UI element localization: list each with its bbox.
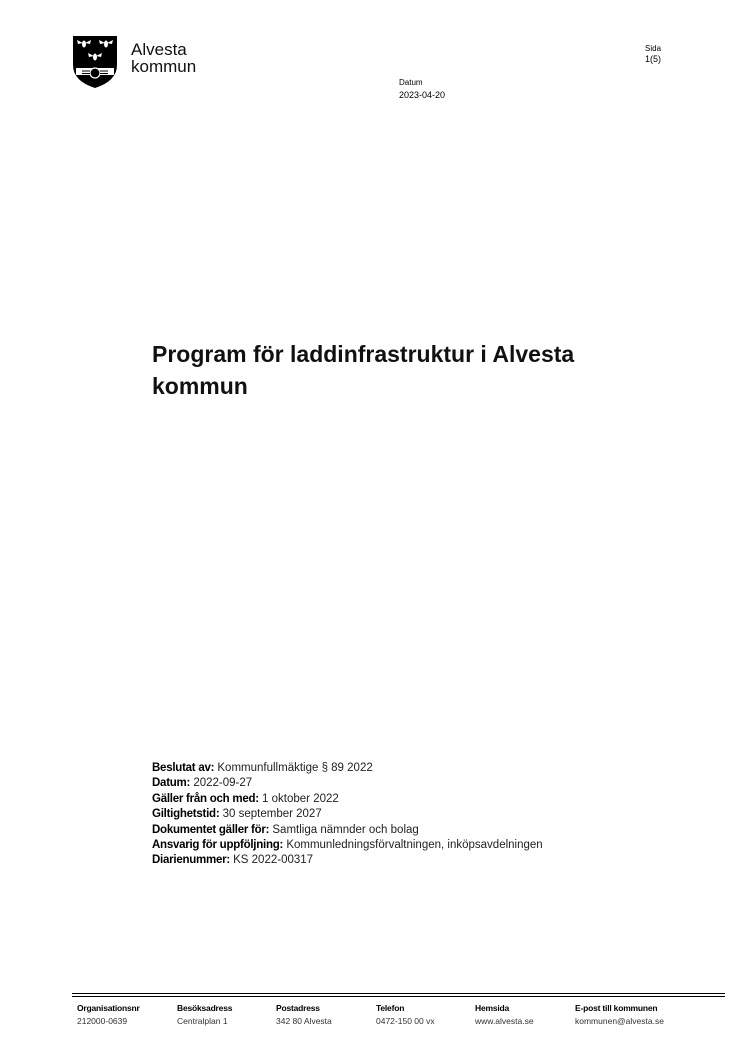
footer-value: Centralplan 1: [177, 1016, 228, 1026]
page-label: Sida: [645, 44, 662, 53]
footer-heading: Postadress: [276, 1003, 320, 1013]
meta-label: Beslutat av:: [152, 762, 215, 774]
meta-row: [152, 792, 543, 807]
meta-value: Kommunledningsförvaltningen, inköpsavdelningen: [286, 839, 543, 852]
page-value: 1(5): [645, 54, 662, 64]
footer-heading: Organisationsnr: [77, 1003, 140, 1013]
municipality-logo-text: [131, 41, 196, 75]
meta-value: KS 2022-00317: [233, 854, 314, 867]
footer-value: www.alvesta.se: [475, 1016, 534, 1026]
meta-row: [152, 807, 543, 822]
footer-divider-thin: [72, 996, 725, 997]
footer-email: [575, 1002, 664, 1028]
coat-of-arms-icon: [72, 35, 118, 89]
footer-heading: Telefon: [376, 1003, 405, 1013]
footer-heading: Hemsida: [475, 1003, 510, 1013]
meta-label: Gäller från och med:: [152, 792, 259, 805]
date-block: [399, 77, 445, 101]
footer-divider: [72, 993, 725, 994]
date-value: 2023-04-20: [399, 90, 446, 100]
meta-value: 2022-09-27: [193, 777, 253, 790]
footer-heading: E-post till kommunen: [575, 1003, 658, 1013]
logo-line-2: kommun: [131, 57, 197, 76]
meta-label: Giltighetstid:: [152, 808, 220, 821]
meta-label: Dokumentet gäller för:: [152, 823, 270, 836]
document-metadata: [152, 761, 543, 869]
meta-row: [152, 761, 543, 776]
date-label: Datum: [399, 78, 423, 87]
document-title: Program för laddinfrastruktur i Alvesta kommun: [152, 341, 575, 399]
meta-value: 30 september 2027: [222, 808, 322, 821]
meta-label: Datum:: [152, 777, 191, 790]
footer-postal-address: [276, 1002, 332, 1028]
meta-value: Kommunfullmäktige § 89 2022: [217, 762, 373, 774]
footer-value: 0472-150 00 vx: [376, 1016, 435, 1026]
meta-row: [152, 838, 543, 853]
meta-value: Samtliga nämnder och bolag: [272, 823, 419, 836]
meta-row: [152, 853, 543, 868]
footer-org-number: [77, 1002, 140, 1028]
footer-website: [475, 1002, 534, 1028]
footer-phone: [376, 1002, 435, 1028]
meta-label: Diarienummer:: [152, 854, 230, 867]
meta-row: [152, 776, 543, 791]
meta-value: 1 oktober 2022: [262, 792, 339, 805]
logo-line-1: Alvesta: [131, 40, 187, 59]
footer-visit-address: [177, 1002, 232, 1028]
footer-value: kommunen@alvesta.se: [575, 1016, 664, 1026]
meta-label: Ansvarig för uppföljning:: [152, 839, 284, 852]
meta-row: [152, 823, 543, 838]
footer-value: 342 80 Alvesta: [276, 1016, 332, 1026]
page-number-block: [645, 43, 661, 65]
footer-heading: Besöksadress: [177, 1003, 233, 1013]
footer-value: 212000-0639: [77, 1016, 128, 1026]
